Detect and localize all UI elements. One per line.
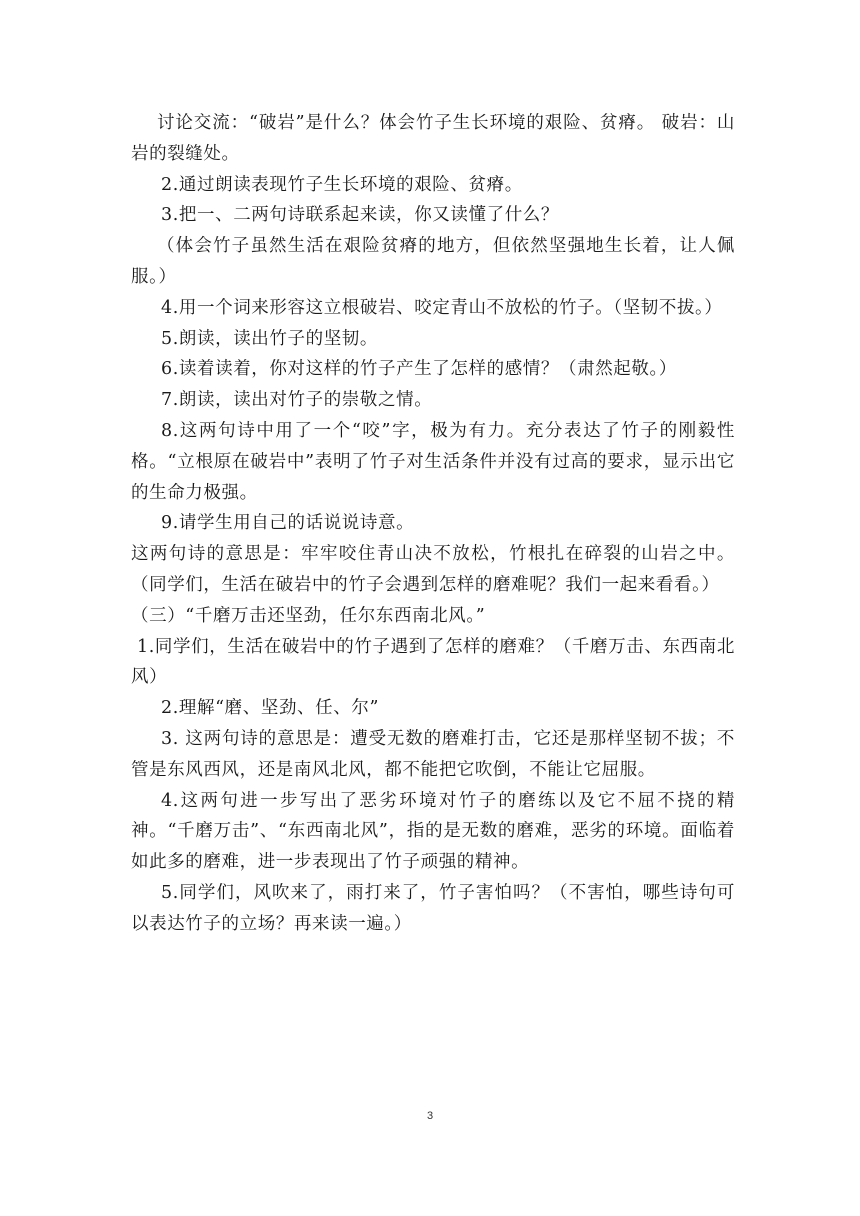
section-heading-three: （三）“千磨万击还坚劲，任尔东西南北风。” bbox=[131, 605, 486, 626]
paragraph-step-7: 7.朗读，读出对竹子的崇敬之情。 bbox=[161, 390, 433, 411]
paragraph-step-9: 9.请学生用自己的话说说诗意。 bbox=[161, 513, 415, 534]
page-number: 3 bbox=[426, 1110, 434, 1122]
paragraph-section3-step-4: 4.这两句进一步写出了恶劣环境对竹子的磨练以及它不屈不挠的精神。“千磨万击”、“东西南北风”，指的是无数的磨难，恶劣的环境。面临着如此多的磨难，进一步表现出了竹子顽强的精神。 bbox=[131, 790, 735, 873]
paragraph-section3-step-2: 2.理解“磨、坚劲、任、尔” bbox=[161, 698, 379, 719]
paragraph-step-6: 6.读着读着，你对这样的竹子产生了怎样的感情？（肃然起敬。） bbox=[161, 359, 677, 380]
paragraph-step-4: 4.用一个词来形容这立根破岩、咬定青山不放松的竹子。（坚韧不拔。） bbox=[161, 297, 723, 318]
paragraph-discussion: 讨论交流：“破岩”是什么？体会竹子生长环境的艰险、贫瘠。 破岩：山岩的裂缝处。 bbox=[131, 113, 735, 164]
paragraph-step-5: 5.朗读，读出竹子的坚韧。 bbox=[161, 328, 378, 349]
paragraph-section3-step-3: 3. 这两句诗的意思是：遭受无数的磨难打击，它还是那样坚韧不拔；不管是东风西风，还是南风北风，都不能把它吹倒，不能让它屈服。 bbox=[131, 728, 735, 780]
paragraph-step-3-answer: （体会竹子虽然生活在艰险贫瘠的地方，但依然坚强地生长着，让人佩服。） bbox=[131, 236, 735, 287]
paragraph-section3-step-1: 1.同学们，生活在破岩中的竹子遇到了怎样的磨难？（千磨万击、东西南北风） bbox=[131, 636, 735, 688]
paragraph-poem-meaning: 这两句诗的意思是：牢牢咬住青山决不放松，竹根扎在碎裂的山岩之中。（同学们，生活在破岩中的竹子会遇到怎样的磨难呢？我们一起来看看。） bbox=[131, 544, 735, 595]
paragraph-step-2: 2.通过朗读表现竹子生长环境的艰险、贫瘠。 bbox=[161, 174, 523, 195]
paragraph-step-8: 8.这两句诗中用了一个“咬”字，极为有力。充分表达了竹子的刚毅性格。“立根原在破岩中”表明了竹子对生活条件并没有过高的要求，显示出它的生命力极强。 bbox=[131, 420, 735, 503]
document-body bbox=[131, 108, 735, 940]
paragraph-step-3: 3.把一、二两句诗联系起来读，你又读懂了什么？ bbox=[161, 205, 559, 226]
paragraph-section3-step-5: 5.同学们，风吹来了，雨打来了，竹子害怕吗？（不害怕，哪些诗句可以表达竹子的立场？再来读一遍。） bbox=[131, 882, 735, 934]
